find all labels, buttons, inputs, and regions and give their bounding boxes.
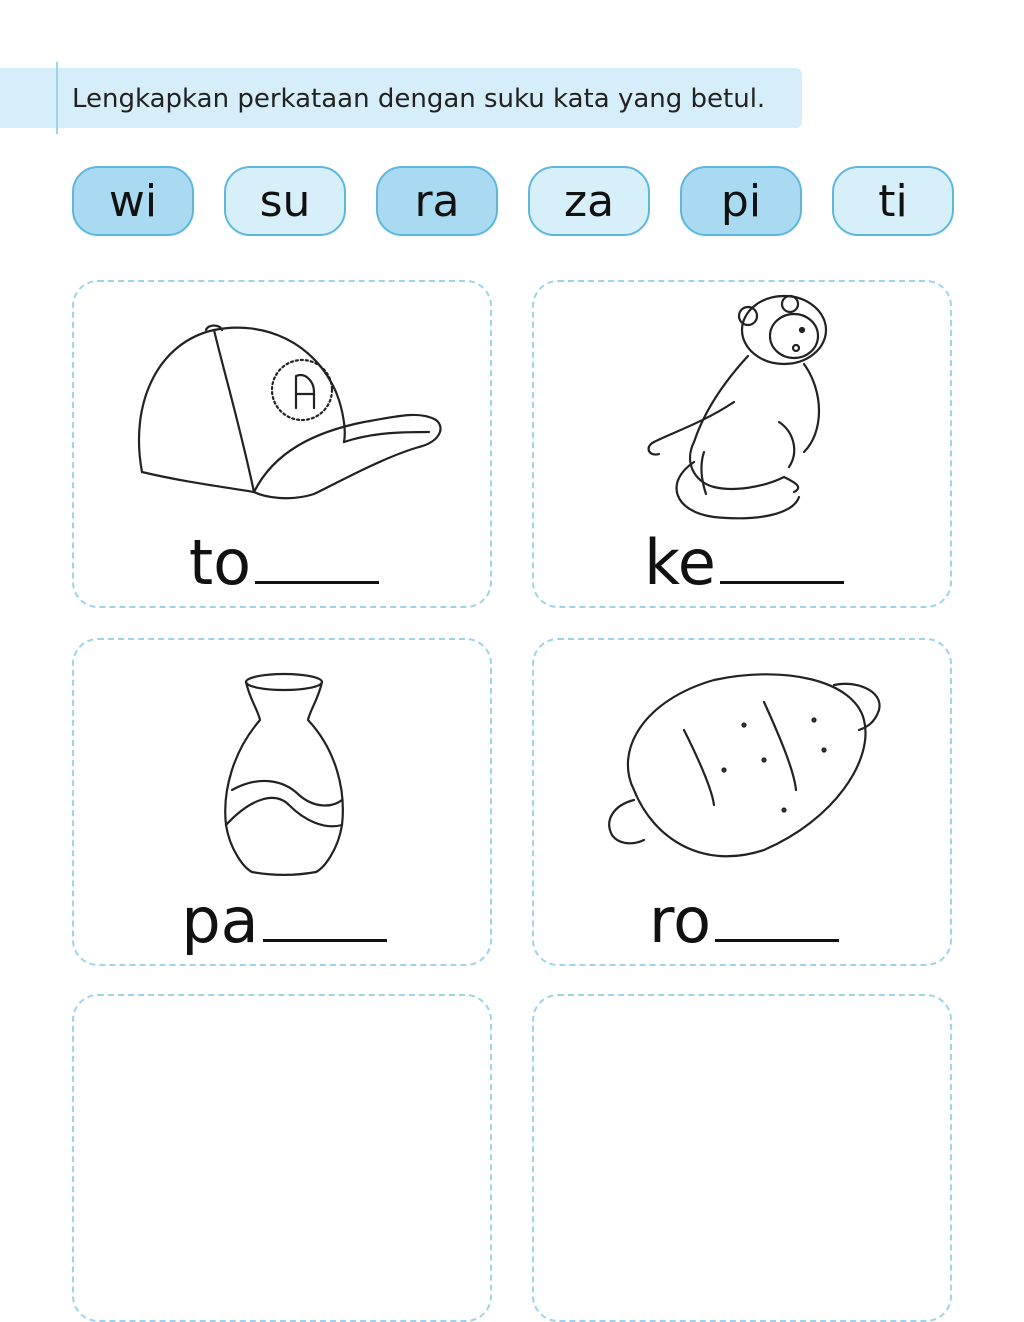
syllable-chip[interactable]: ti bbox=[832, 166, 954, 236]
word-prefix: pa bbox=[181, 884, 259, 957]
exercise-card-cap bbox=[72, 280, 492, 608]
instruction-text: Lengkapkan perkataan dengan suku kata yang betul. bbox=[72, 84, 766, 114]
exercise-card-next bbox=[532, 994, 952, 1322]
bread-icon bbox=[534, 640, 954, 880]
word-with-blank bbox=[534, 884, 954, 957]
answer-blank[interactable] bbox=[263, 887, 387, 942]
exercise-card-bread bbox=[532, 638, 952, 966]
vase-icon bbox=[74, 640, 494, 880]
word-with-blank bbox=[534, 526, 954, 599]
word-with-blank bbox=[74, 884, 494, 957]
word-with-blank bbox=[74, 526, 494, 599]
word-prefix: ke bbox=[644, 526, 716, 599]
syllable-chip[interactable]: su bbox=[224, 166, 346, 236]
exercise-card-next bbox=[72, 994, 492, 1322]
answer-blank[interactable] bbox=[255, 529, 379, 584]
word-prefix: ro bbox=[648, 884, 712, 957]
monkey-icon bbox=[534, 282, 954, 522]
syllable-chip[interactable]: ra bbox=[376, 166, 498, 236]
exercise-card-vase bbox=[72, 638, 492, 966]
exercise-card-monkey bbox=[532, 280, 952, 608]
answer-blank[interactable] bbox=[715, 887, 839, 942]
cap-icon bbox=[74, 282, 494, 522]
syllable-chip[interactable]: pi bbox=[680, 166, 802, 236]
answer-blank[interactable] bbox=[720, 529, 844, 584]
syllable-chip[interactable]: wi bbox=[72, 166, 194, 236]
syllable-chip[interactable]: za bbox=[528, 166, 650, 236]
word-prefix: to bbox=[188, 526, 252, 599]
syllable-row bbox=[0, 166, 1024, 236]
